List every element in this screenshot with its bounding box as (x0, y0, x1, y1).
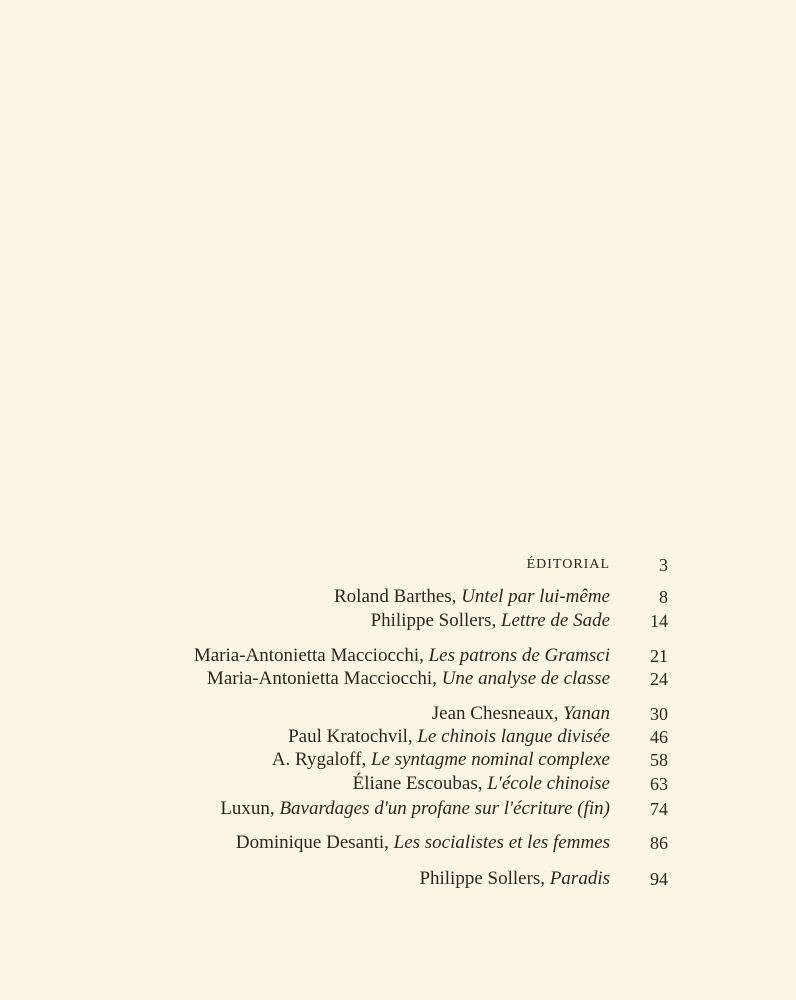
toc-entry-text (220, 796, 610, 822)
toc-page-number: 21 (650, 646, 668, 666)
toc-editorial-row (0, 552, 796, 578)
toc-entry (0, 747, 796, 773)
toc-entry (0, 830, 796, 856)
toc-author: Maria-Antonietta Macciocchi, (206, 668, 437, 689)
toc-page-number: 3 (659, 555, 668, 575)
toc-author: Jean Chesneaux, (431, 703, 559, 724)
toc-author: Philippe Sollers, (370, 610, 497, 631)
toc-entry-text (371, 608, 610, 634)
toc-author: Philippe Sollers, (419, 868, 546, 889)
toc-page-number: 58 (650, 750, 668, 770)
toc-title: Le chinois langue divisée (417, 726, 610, 747)
toc-title: Les socialistes et les femmes (393, 832, 610, 853)
toc-entry (0, 866, 796, 892)
toc-page-number: 24 (650, 669, 668, 689)
toc-entry-text (207, 666, 610, 692)
toc-author: A. Rygaloff, (271, 749, 367, 770)
toc-entry (0, 584, 796, 610)
toc-page-number: 30 (650, 704, 668, 724)
toc-entry-text (419, 866, 610, 892)
toc-author: Roland Barthes, (334, 586, 457, 607)
toc-title: Lettre de Sade (500, 610, 610, 631)
toc-title: Yanan (563, 703, 610, 724)
toc-title: Untel par lui-même (461, 586, 610, 607)
toc-title: Une analyse de classe (441, 668, 610, 689)
toc-entry-text (334, 584, 610, 610)
toc-title: Le syntagme nominal complexe (370, 749, 610, 770)
toc-entry-text (272, 747, 610, 773)
toc-entry (0, 771, 796, 797)
toc-page-number: 94 (650, 869, 668, 889)
toc-page-number: 63 (650, 774, 668, 794)
toc-author: Éliane Escoubas, (352, 773, 483, 794)
toc-title: L'école chinoise (487, 773, 610, 794)
toc-entry-text (236, 830, 610, 856)
toc-title: Paradis (549, 868, 610, 889)
toc-author: Paul Kratochvil, (288, 726, 413, 747)
toc-title: Bavardages d'un profane sur l'écriture (fin) (279, 798, 610, 819)
toc-entry (0, 666, 796, 692)
toc-page-number: 86 (650, 833, 668, 853)
toc-entry-text (353, 771, 610, 797)
toc-author: Maria-Antonietta Macciocchi, (193, 645, 424, 666)
toc-title: Les patrons de Gramsci (428, 645, 610, 666)
toc-page-number: 14 (650, 611, 668, 631)
toc-page-number: 8 (659, 587, 668, 607)
toc-entry (0, 608, 796, 634)
toc-page-number: 46 (650, 727, 668, 747)
toc-editorial-label: ÉDITORIAL (526, 557, 610, 572)
toc-entry (0, 796, 796, 822)
toc-author: Dominique Desanti, (235, 832, 389, 853)
toc-page-number: 74 (650, 799, 668, 819)
toc-author: Luxun, (220, 798, 275, 819)
